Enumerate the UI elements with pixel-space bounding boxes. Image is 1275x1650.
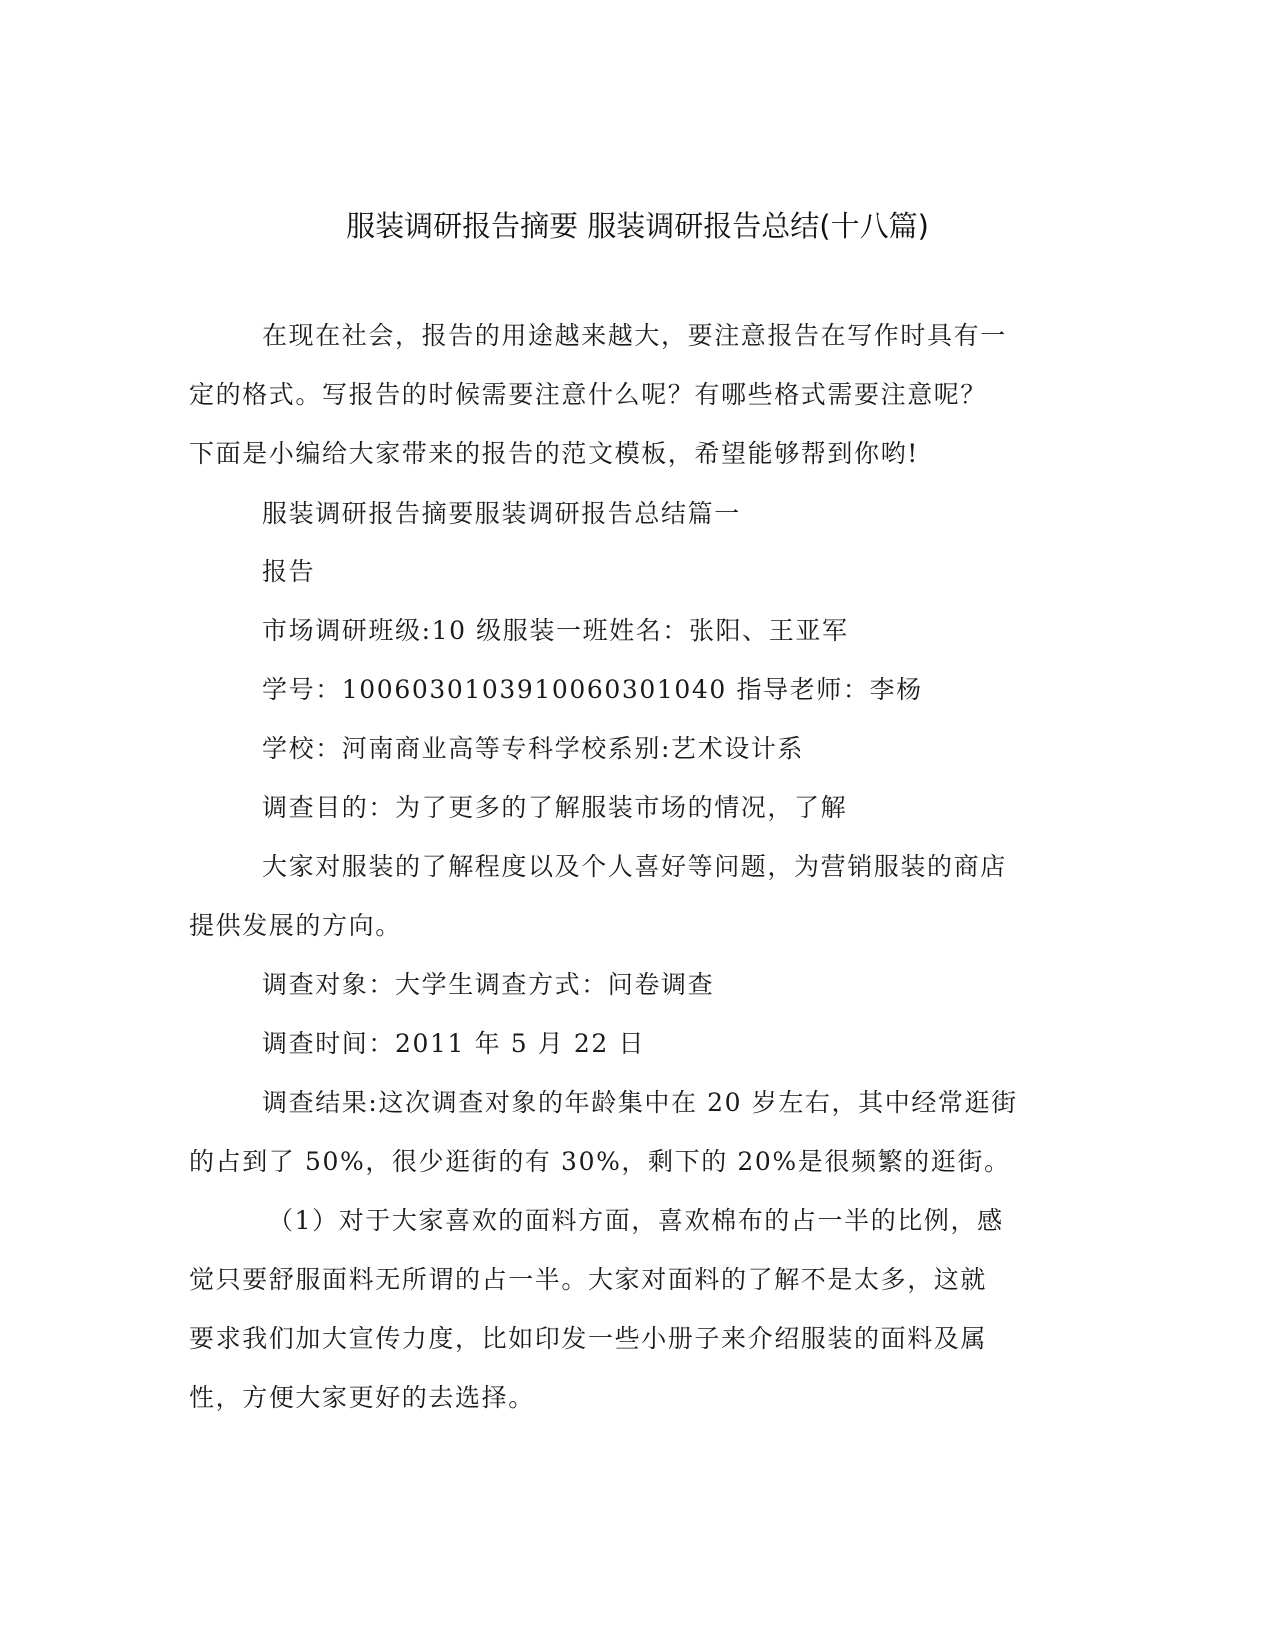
purpose-line-2: 大家对服装的了解程度以及个人喜好等问题，为营销服装的商店 (262, 852, 1007, 881)
point1-line-4: 性，方便大家更好的去选择。 (189, 1383, 535, 1412)
purpose-line-1: 调查目的：为了更多的了解服装市场的情况，了解 (262, 793, 848, 822)
student-id-info: 学号：1006030103910060301040 指导老师：李杨 (262, 675, 923, 704)
result-line-2: 的占到了 50%，很少逛街的有 30%，剩下的 20%是很频繁的逛街。 (189, 1147, 1011, 1176)
intro-line-1: 在现在社会，报告的用途越来越大，要注意报告在写作时具有一 (262, 321, 1007, 350)
point1-line-1: （1）对于大家喜欢的面料方面，喜欢棉布的占一半的比例，感 (268, 1206, 1004, 1235)
purpose-line-3: 提供发展的方向。 (189, 911, 402, 940)
intro-line-2: 定的格式。写报告的时候需要注意什么呢？有哪些格式需要注意呢？ (189, 380, 988, 409)
school-info: 学校：河南商业高等专科学校系别:艺术设计系 (262, 734, 805, 763)
section-heading: 服装调研报告摘要服装调研报告总结篇一 (262, 499, 741, 528)
report-label: 报告 (262, 557, 316, 586)
point1-line-2: 觉只要舒服面料无所谓的占一半。大家对面料的了解不是太多，这就 (189, 1265, 988, 1294)
class-info: 市场调研班级:10 级服装一班姓名：张阳、王亚军 (262, 616, 849, 645)
result-line-1: 调查结果:这次调查对象的年龄集中在 20 岁左右，其中经常逛街 (262, 1088, 1018, 1117)
point1-line-3: 要求我们加大宣传力度，比如印发一些小册子来介绍服装的面料及属 (189, 1324, 988, 1353)
intro-line-3: 下面是小编给大家带来的报告的范文模板，希望能够帮到你哟! (189, 439, 919, 468)
document-title: 服装调研报告摘要 服装调研报告总结(十八篇) (346, 209, 929, 243)
survey-time: 调查时间：2011 年 5 月 22 日 (262, 1029, 646, 1058)
survey-subject: 调查对象：大学生调查方式：问卷调查 (262, 970, 715, 999)
